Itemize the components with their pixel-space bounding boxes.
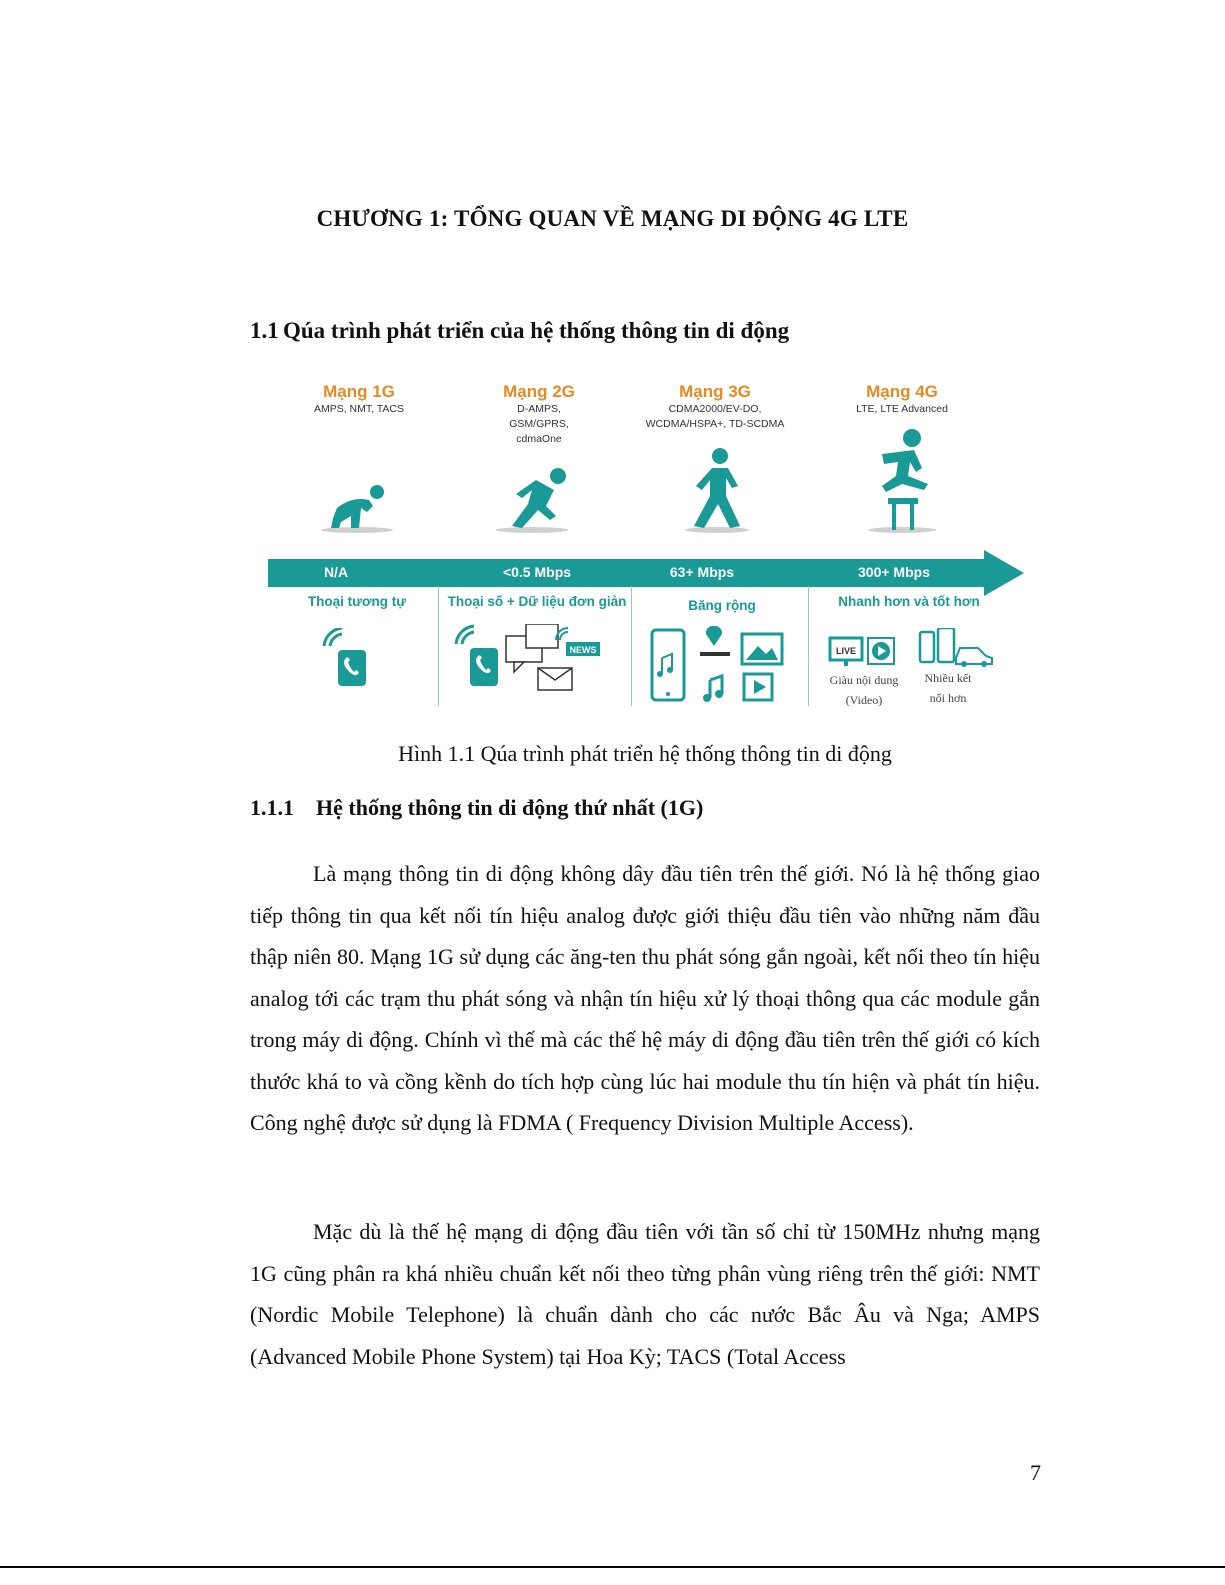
description-2g: Thoại số + Dữ liệu đơn giản [447,594,627,609]
speed-4g: 300+ Mbps [858,564,930,580]
paragraph-text: Là mạng thông tin di động không dây đầu tiên trên thế giới. Nó là hệ thống giao tiếp thông tin qua kết nối tín hiệu analog được giới thiệu đầu tiên vào những năm đầu thập niên 80. Mạng 1G sử dụng các ăng-ten thu phát sóng gắn ngoài, kết nối theo tín hiệu analog tới các trạm thu phát sóng và nhận tín hiệu xử lý thoại thông qua các module gắn trong máy di động. Chính vì thế mà các thế hệ máy di động đầu tiên trên thế giới có kích thước khá to và cồng kềnh do tích hợp cùng lúc hai module thu tín hiện và phát tín hiệu. Công nghệ được sử dụng là FDMA ( Frequency Division Multiple Access). [250,861,1040,1135]
description-1g: Thoại tương tự [307,594,407,609]
generation-standards: LTE, LTE Advanced [856,403,948,415]
rich-content-label: Giàu nội dung (Video) [829,673,899,707]
section-title: Qúa trình phát triển của hệ thống thông tin di động [283,318,790,343]
paragraph [250,1211,1040,1377]
page-number: 7 [1030,1460,1041,1485]
walking-person-icon [682,446,752,534]
generation-standards: CDMA2000/EV-DO, WCDMA/HSPA+, TD-SCDMA [645,403,785,430]
crawling-person-icon [317,478,397,534]
subsection-number: 1.1.1 [250,795,294,820]
running-person-icon [492,464,576,534]
footer-rule [0,1566,1225,1568]
subsection-title: Hệ thống thông tin di động thứ nhất (1G) [316,795,704,820]
chapter-title: CHƯƠNG 1: TỔNG QUAN VỀ MẠNG DI ĐỘNG 4G LTE [316,206,909,231]
generation-name: Mạng 1G [323,382,395,401]
more-connections-label: Nhiều kết nối hơn [924,671,972,705]
generation-name: Mạng 3G [679,382,751,401]
paragraph [250,853,1040,1144]
description-3g: Băng rộng [688,598,756,613]
figure-caption: Hình 1.1 Qúa trình phát triển hệ thống thông tin di động [398,741,892,766]
faster-better-icons [828,628,1004,672]
generation-standards: D-AMPS, GSM/GPRS, cdmaOne [509,403,569,445]
news-label: NEWS [569,645,597,655]
generation-name: Mạng 4G [866,382,938,401]
generation-standards: AMPS, NMT, TACS [313,403,405,415]
subsection-heading [250,795,703,821]
speed-1g: N/A [323,564,349,580]
digital-voice-data-icons [454,624,614,694]
speed-2g: <0.5 Mbps [502,564,572,580]
speed-3g: 63+ Mbps [669,564,735,580]
generation-1g [274,382,444,417]
paragraph-text: Mặc dù là thế hệ mạng di động đầu tiên với tần số chỉ từ 150MHz nhưng mạng 1G cũng phân ra khá nhiều chuẩn kết nối theo từng phân vùng riêng trên thế giới: NMT (Nordic Mobile Telephone) là chuẩn dành cho các nước Bắc Âu và Nga; AMPS (Advanced Mobile Phone System) tại Hoa Kỳ; TACS (Total Access [250,1219,1040,1369]
generation-name: Mạng 2G [503,382,575,401]
evolution-figure [262,378,1026,718]
broadband-icons [650,624,790,706]
section-number: 1.1 [250,318,279,343]
generation-2g [454,382,624,447]
generation-3g [630,382,800,432]
section-heading [250,318,789,344]
hurdling-person-icon [862,428,942,534]
generation-4g [817,382,987,417]
description-4g: Nhanh hơn và tốt hơn [838,594,980,609]
analog-phone-icon [322,628,374,690]
live-label: LIVE [835,646,857,656]
